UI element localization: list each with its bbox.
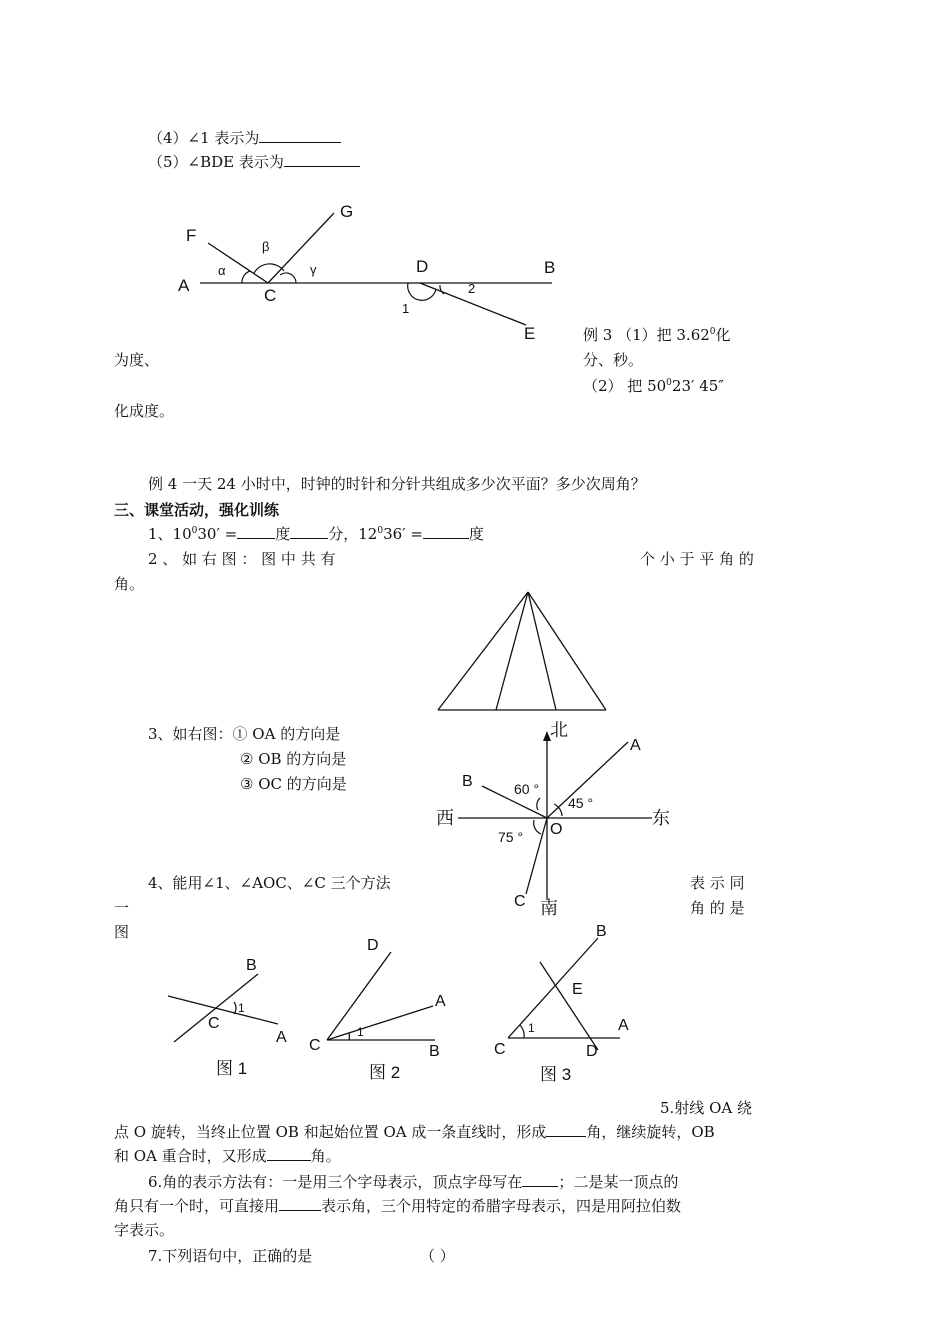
example3-line1: 例 3 （1）把 3.62$^0$化 — [583, 326, 731, 344]
blank-line[interactable] — [522, 1172, 558, 1187]
question-4-right1: 表 示 同 — [690, 874, 745, 892]
label-G: G — [340, 202, 354, 221]
question-7: 7.下列语句中，正确的是 — [148, 1247, 313, 1265]
compass-75deg: 75 ° — [498, 829, 524, 845]
question-2-right: 个 小 于 平 角 的 — [640, 550, 754, 568]
f3-C: C — [494, 1041, 506, 1058]
example4: 例 4 一天 24 小时中，时钟的时针和分针共组成多少次平面？多少次周角？ — [148, 475, 646, 493]
question-5-line3: 和 OA 重合时，又形成 角。 — [114, 1147, 341, 1165]
f3-E: E — [572, 981, 583, 998]
compass-figure — [430, 714, 680, 920]
example3-line4: 化成度。 — [114, 402, 175, 420]
f3-one: 1 — [528, 1021, 535, 1035]
question-6-line1: 6.角的表示方法有：一是用三个字母表示，顶点字母写在 ；二是某一顶点的 — [148, 1173, 679, 1191]
blank-line[interactable] — [284, 152, 360, 167]
compass-A: A — [630, 737, 641, 754]
question-4-left: 4、能用∠1、∠AOC、∠C 三个方法 — [148, 874, 391, 892]
blank-line[interactable] — [279, 1196, 321, 1211]
blank-line[interactable] — [267, 1146, 311, 1161]
question-1: 1、$10^030'$ = 度 分，$12^036'$ = 度 — [148, 525, 484, 543]
compass-north: 北 — [550, 720, 568, 740]
compass-east: 东 — [652, 808, 670, 828]
question-2-line2: 角。 — [114, 575, 145, 593]
compass-C: C — [514, 893, 526, 910]
f3-caption: 图 3 — [540, 1065, 572, 1084]
label-E: E — [524, 324, 536, 343]
compass-45deg: 45 ° — [568, 795, 594, 811]
label-F: F — [186, 226, 197, 245]
question-3-line1: 3、如右图：① OA 的方向是 — [148, 725, 341, 743]
f2-A: A — [435, 993, 446, 1010]
label-A: A — [178, 276, 190, 295]
f1-one: 1 — [238, 1001, 245, 1015]
compass-O: O — [550, 821, 563, 838]
f3-D: D — [586, 1043, 598, 1060]
figure-3 — [490, 918, 640, 1090]
example3-line2-right: 分、秒。 — [583, 351, 644, 369]
label-alpha: α — [218, 263, 226, 278]
compass-60deg: 60 ° — [514, 781, 540, 797]
triangle-figure — [434, 588, 612, 714]
f2-one: 1 — [357, 1025, 364, 1039]
f1-B: B — [246, 957, 257, 974]
question-6-line2: 角只有一个时，可直接用 表示角，三个用特定的希腊字母表示，四是用阿拉伯数 — [114, 1197, 682, 1215]
label-beta: β — [262, 239, 270, 254]
blank-line[interactable] — [546, 1122, 586, 1137]
label-C: C — [264, 286, 277, 305]
blank-line[interactable] — [237, 524, 275, 539]
blank-line[interactable] — [290, 524, 328, 539]
f3-A: A — [618, 1017, 629, 1034]
question-3-line2: ② OB 的方向是 — [240, 750, 347, 768]
compass-south: 南 — [540, 898, 558, 918]
question-2-left: 2 、 如 右 图 ： 图 中 共 有 — [148, 550, 336, 568]
blank-line[interactable] — [423, 524, 469, 539]
question-4-right2: 角 的 是 — [690, 899, 745, 917]
compass-west: 西 — [436, 808, 454, 828]
figure-1 — [160, 950, 300, 1085]
angle-figure — [170, 195, 570, 350]
question-4-one: 一 — [114, 899, 130, 917]
label-D: D — [416, 257, 429, 276]
f1-C: C — [208, 1015, 220, 1032]
f2-D: D — [367, 937, 379, 954]
f2-caption: 图 2 — [369, 1063, 401, 1082]
label-one: 1 — [402, 301, 410, 316]
item-5: （5）∠BDE 表示为 — [148, 152, 360, 172]
section-heading: 三、课堂活动，强化训练 — [114, 501, 280, 519]
question-5-line2: 点 O 旋转，当终止位置 OB 和起始位置 OA 成一条直线时，形成 角，继续旋转，OB — [114, 1123, 715, 1141]
item-4: （4）∠1 表示为 — [148, 128, 341, 148]
f2-B: B — [429, 1043, 440, 1060]
question-6-line3: 字表示。 — [114, 1221, 175, 1239]
answer-paren[interactable]: （ ） — [420, 1247, 455, 1265]
label-gamma: γ — [310, 262, 317, 277]
blank-line[interactable] — [259, 128, 341, 143]
figure-2 — [305, 930, 465, 1090]
question-5-line1: 5.射线 OA 绕 — [660, 1099, 752, 1117]
compass-B: B — [462, 773, 473, 790]
example3-line3: （2） 把 $50^023'$ 45″ — [583, 377, 724, 395]
question-3-line3: ③ OC 的方向是 — [240, 775, 347, 793]
question-4-tu: 图 — [114, 923, 130, 941]
f3-B: B — [596, 923, 607, 940]
label-B: B — [544, 258, 556, 277]
f1-caption: 图 1 — [216, 1059, 248, 1078]
f2-C: C — [309, 1037, 321, 1054]
example3-line2-left: 为度、 — [114, 351, 160, 369]
label-two: 2 — [468, 281, 476, 296]
f1-A: A — [276, 1029, 287, 1046]
